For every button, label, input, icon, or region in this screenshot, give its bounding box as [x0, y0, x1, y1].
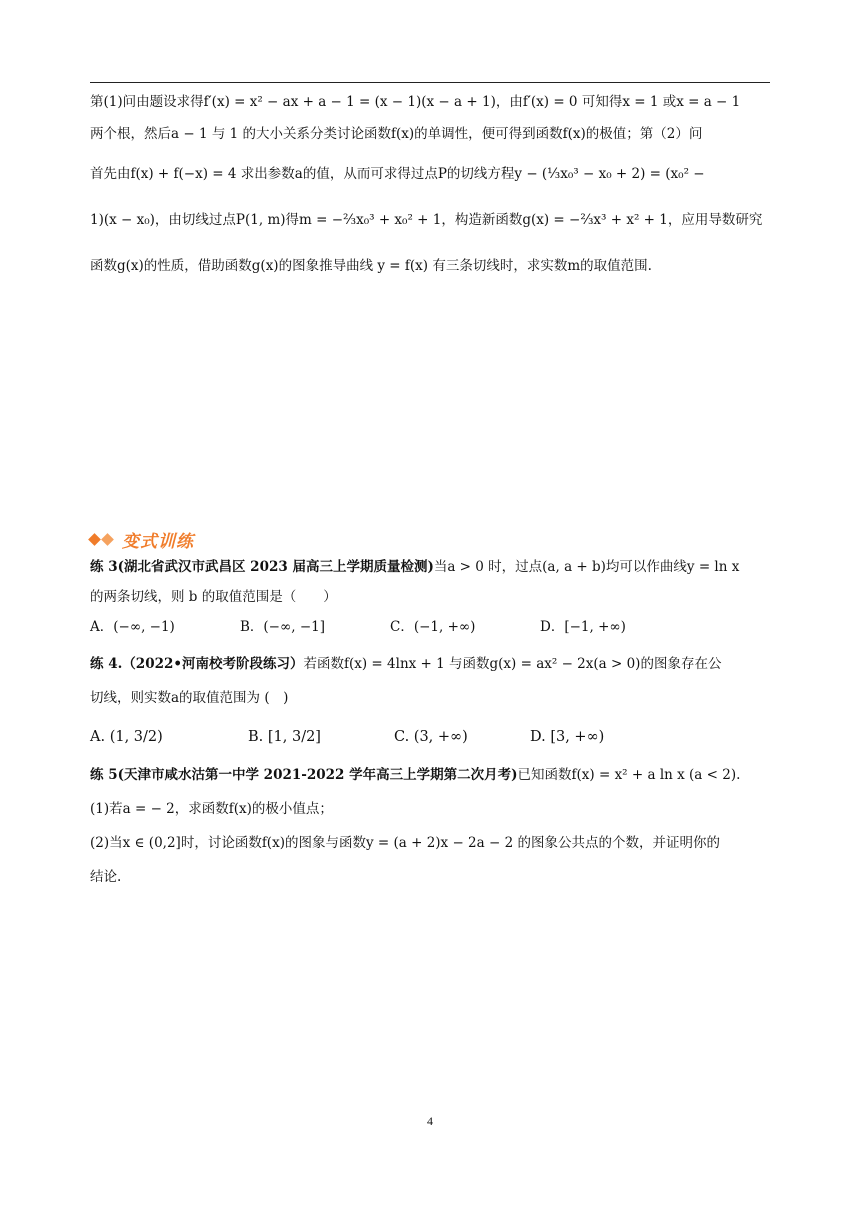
exercise-3-option-c: C．(−1, +∞) — [390, 619, 476, 635]
exercise-3-option-a: A．(−∞, −1) — [90, 619, 175, 635]
exercise-4-option-c: C. (3, +∞) — [394, 729, 468, 745]
diamond-icon — [90, 535, 116, 544]
exercise-5-stem: 已知函数f(x) = x² + a ln x (a < 2). — [517, 767, 741, 783]
exercise-3-label: 练 3 — [90, 559, 118, 575]
exercise-4-stem: 若函数f(x) = 4lnx + 1 与函数g(x) = ax² − 2x(a > 0)的图象存在公 — [303, 656, 722, 672]
exercise-4-option-b: B. [1, 3/2] — [248, 729, 321, 745]
exercise-4-options — [90, 727, 604, 747]
exercise-5-part-1: (1)若a = − 2，求函数f(x)的极小值点； — [90, 801, 333, 817]
exercise-3-stem: 当a > 0 时，过点(a, a + b)均可以作曲线y = ln x — [433, 559, 740, 575]
page-number: 4 — [427, 1114, 433, 1128]
section-title: 变式训练 — [122, 531, 194, 552]
exercise-4-line-2: 切线，则实数a的取值范围为 ( ) — [90, 690, 289, 706]
section-banner — [90, 528, 194, 550]
exercise-4-option-a: A. (1, 3/2) — [90, 729, 163, 745]
exercise-3-options — [90, 617, 626, 637]
header-rule — [90, 82, 770, 83]
analysis-line-2: 两个根，然后a − 1 与 1 的大小关系分类讨论函数f(x)的单调性，便可得到函数f(x)的极值；第（2）问 — [90, 126, 703, 142]
exercise-5-part-2-cont: 结论. — [90, 869, 122, 885]
exercise-4-source: （2022•河南校考阶段练习） — [122, 656, 304, 672]
exercise-5-line-1 — [90, 765, 740, 785]
analysis-line-3: 首先由f(x) + f(−x) = 4 求出参数a的值，从而可求得过点P的切线方程y − (⅓x₀³ − x₀ + 2) = (x₀² − — [90, 166, 705, 182]
exercise-3-source: (湖北省武汉市武昌区 2023 届高三上学期质量检测) — [117, 559, 434, 575]
exercise-5-part-2: (2)当x ∈ (0,2]时，讨论函数f(x)的图象与函数y = (a + 2)x − 2a − 2 的图象公共点的个数，并证明你的 — [90, 835, 720, 851]
exercise-4-line-1 — [90, 654, 721, 674]
exercise-4-label: 练 4. — [90, 656, 123, 672]
exercise-5-label: 练 5 — [90, 767, 118, 783]
analysis-line-4: 1)(x − x₀)，由切线过点P(1, m)得m = −⅔x₀³ + x₀² + 1，构造新函数g(x) = −⅔x³ + x² + 1，应用导数研究 — [90, 212, 763, 228]
exercise-4-option-d: D. [3, +∞) — [530, 729, 605, 745]
exercise-3-option-b: B．(−∞, −1] — [240, 619, 325, 635]
exercise-3-line-2: 的两条切线，则 b 的取值范围是（ ） — [90, 589, 337, 605]
exercise-5-source: (天津市咸水沽第一中学 2021-2022 学年高三上学期第二次月考) — [117, 767, 518, 783]
exercise-3-option-d: D．[−1, +∞) — [540, 619, 626, 635]
exercise-3-line-1 — [90, 557, 739, 577]
analysis-line-5: 函数g(x)的性质，借助函数g(x)的图象推导曲线 y = f(x) 有三条切线时，求实数m的取值范围. — [90, 258, 652, 274]
analysis-line-1: 第(1)问由题设求得f′(x) = x² − ax + a − 1 = (x − 1)(x − a + 1)，由f′(x) = 0 可知得x = 1 或x = a − 1 — [90, 94, 741, 110]
